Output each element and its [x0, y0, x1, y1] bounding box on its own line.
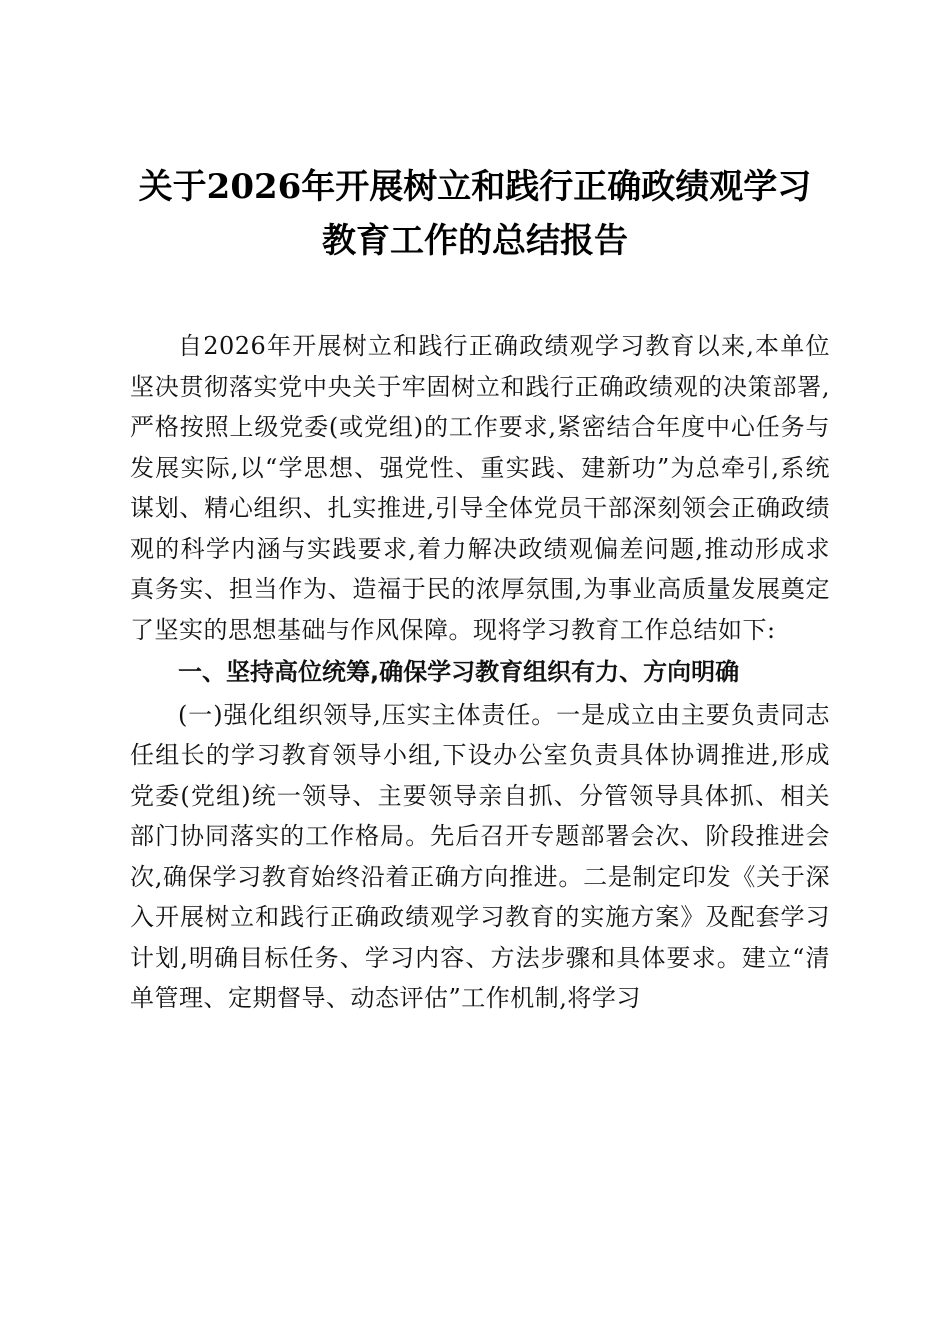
document-body: [130, 326, 830, 1019]
section-heading-1: 一、坚持高位统筹,确保学习教育组织有力、方向明确: [178, 658, 740, 686]
title-line-2: 教育工作的总结报告: [322, 221, 628, 261]
document-title: [120, 160, 830, 268]
intro-paragraph: 自2026年开展树立和践行正确政绩观学习教育以来,本单位坚决贯彻落实党中央关于牢固树立和践行正确政绩观的决策部署,严格按照上级党委(或党组)的工作要求,紧密结合年度中心任务与发展实际,以“学思想、强党性、重实践、建新功”为总牵引,系统谋划、精心组织、扎实推进,引导全体党员干部深刻领会正确政绩观的科学内涵与实践要求,着力解决政绩观偏差问题,推动形成求真务实、担当作为、造福于民的浓厚氛围,为事业高质量发展奠定了坚实的思想基础与作风保障。现将学习教育工作总结如下:: [130, 332, 830, 644]
section-1-paragraph-1: (一)强化组织领导,压实主体责任。一是成立由主要负责同志任组长的学习教育领导小组,下设办公室负责具体协调推进,形成党委(党组)统一领导、主要领导亲自抓、分管领导具体抓、相关部门协同落实的工作格局。先后召开专题部署会次、阶段推进会次,确保学习教育始终沿着正确方向推进。二是制定印发《关于深入开展树立和践行正确政绩观学习教育的实施方案》及配套学习计划,明确目标任务、学习内容、方法步骤和具体要求。建立“清单管理、定期督导、动态评估”工作机制,将学习: [130, 700, 830, 1012]
title-line-1: 关于2026年开展树立和践行正确政绩观学习: [138, 167, 812, 207]
